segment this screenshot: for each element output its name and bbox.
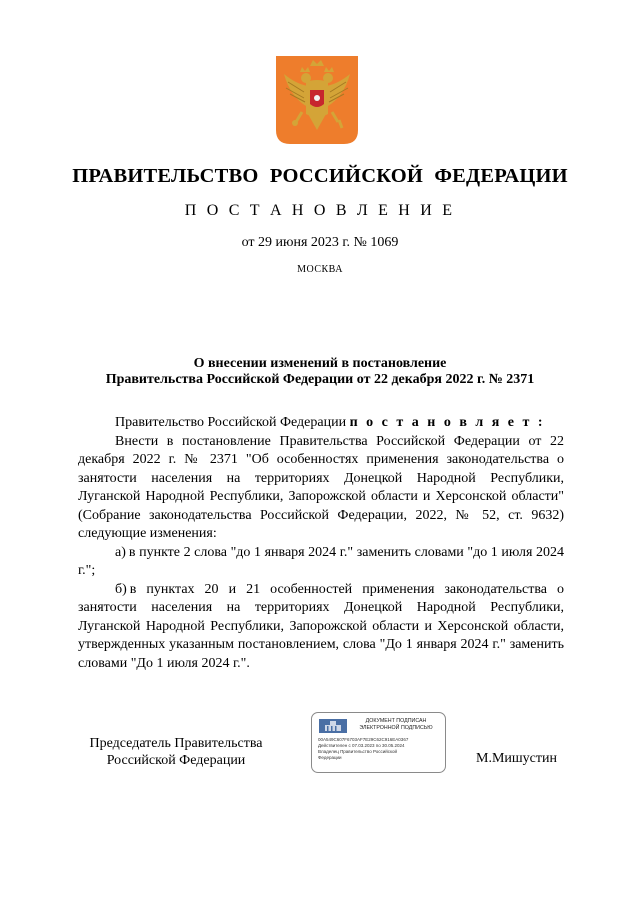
building-emblem-icon bbox=[319, 719, 347, 733]
stamp-heading bbox=[350, 718, 442, 731]
decree-body bbox=[78, 414, 564, 673]
decree-date-number: от 29 июня 2023 г. № 1069 bbox=[241, 235, 399, 250]
subject-line-1: О внесении изменений в постановление bbox=[193, 356, 447, 371]
body-paragraph-2: Внести в постановление Правительства Российской Федерации от 22 декабря 2022 г. № 2371 "Об особенностях применения законодательства о занятости населения на территориях Донецкой Народной Республики, Луганской Народной Республики, Запорожской области и Херсонской области" (Собрание законодательства Российской Федерации, 2022, № 52, ст. 9632) следующие изменения: bbox=[78, 433, 564, 541]
body-item-b bbox=[78, 581, 564, 674]
subject-line-2: Правительства Российской Федерации от 22 декабря 2022 г. № 2371 bbox=[105, 372, 535, 387]
signer-name: М.Мишустин bbox=[476, 751, 557, 766]
stamp-heading-line-2: ЭЛЕКТРОННОЙ ПОДПИСЬЮ bbox=[359, 724, 433, 731]
stamp-heading-line-1: ДОКУМЕНТ ПОДПИСАН bbox=[365, 718, 427, 724]
signer-position-line-1: Председатель Правительства bbox=[89, 736, 263, 751]
electronic-signature-stamp bbox=[311, 712, 446, 773]
body-item-a bbox=[78, 544, 564, 581]
item-a-label: а) bbox=[115, 544, 126, 560]
russian-coat-of-arms-icon bbox=[276, 56, 358, 144]
resolves-word: п о с т а н о в л я е т : bbox=[349, 415, 546, 430]
decree-subject bbox=[0, 356, 640, 388]
signer-position bbox=[76, 735, 276, 769]
item-b-label: б) bbox=[115, 581, 127, 597]
decree-city: МОСКВА bbox=[297, 264, 343, 275]
document-type: П О С Т А Н О В Л Е Н И Е bbox=[184, 202, 456, 219]
item-a-text: в пункте 2 слова "до 1 января 2024 г." заменить словами "до 1 июля 2024 г."; bbox=[78, 544, 564, 578]
signer-position-line-2: Российской Федерации bbox=[106, 753, 246, 768]
stamp-owner-line-2: Федерации bbox=[318, 755, 342, 760]
item-b-text: в пунктах 20 и 21 особенностей применения законодательства о занятости населения на территориях Донецкой Народной Республики, Луганской Народной Республики, Запорожской области и Херсонской области, утвержденных указанным постановлением, слова "До 1 января 2024 г." заменить словами "До 1 июля 2024 г.". bbox=[78, 581, 564, 671]
stamp-validity: Действителен с 07.03.2023 по 30.05.2024 bbox=[318, 743, 405, 748]
government-title: ПРАВИТЕЛЬСТВО РОССИЙСКОЙ ФЕДЕРАЦИИ bbox=[72, 165, 568, 187]
stamp-certificate: 00A549C607F6703AF7E29C62C916EA0367 bbox=[318, 737, 409, 742]
stamp-details bbox=[318, 737, 443, 761]
body-paragraph-1 bbox=[78, 414, 564, 433]
stamp-owner-line-1: Владелец Правительство Российской bbox=[318, 749, 398, 754]
body-p1-lead: Правительство Российской Федерации bbox=[115, 415, 347, 430]
